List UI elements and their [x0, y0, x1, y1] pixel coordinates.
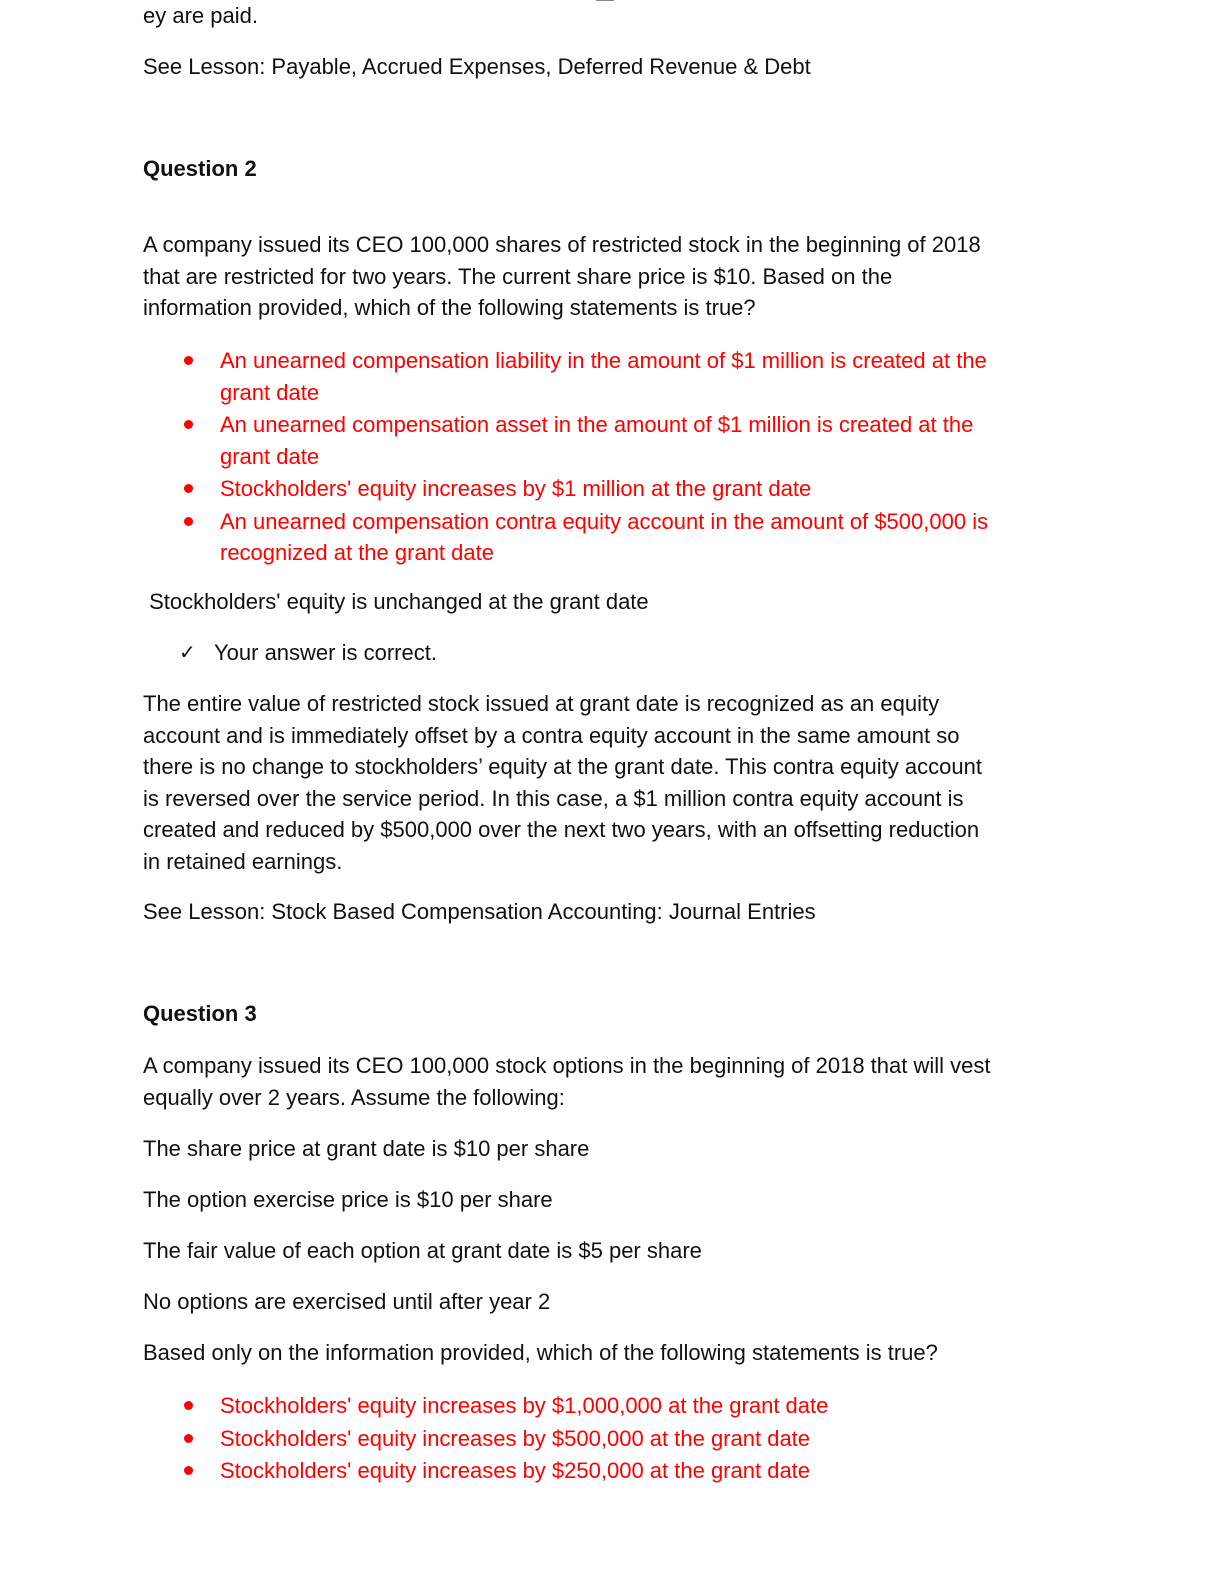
page-top-mark [596, 0, 614, 3]
bullet-icon [184, 484, 193, 493]
answer-option[interactable] [143, 1423, 1083, 1455]
bullet-icon [184, 420, 193, 429]
question-3-options [143, 1390, 1083, 1487]
selected-answer: Stockholders' equity is unchanged at the grant date [143, 589, 649, 614]
explanation-line: there is no change to stockholders’ equity at the grant date. This contra equity account [143, 754, 982, 779]
question-3-heading: Question 3 [143, 1001, 257, 1026]
explanation-line: in retained earnings. [143, 848, 343, 874]
prompt-line: equally over 2 years. Assume the following: [143, 1084, 565, 1110]
bullet-icon [184, 1434, 193, 1443]
question-2-prompt [143, 229, 1083, 324]
fact-line: The share price at grant date is $10 per share [143, 1136, 590, 1161]
option-line: Stockholders' equity increases by $500,000 at the grant date [220, 1425, 811, 1451]
prompt-line: information provided, which of the following statements is true? [143, 295, 756, 320]
question-2-heading: Question 2 [143, 156, 257, 181]
option-line: Stockholders' equity increases by $1 million at the grant date [220, 476, 812, 501]
checkmark-icon: ✓ [179, 640, 196, 664]
q1-lesson-link[interactable]: See Lesson: Payable, Accrued Expenses, Deferred Revenue & Debt [143, 54, 811, 79]
option-line: An unearned compensation liability in the amount of $1 million is created at the [220, 348, 987, 373]
explanation-line: account and is immediately offset by a contra equity account in the same amount so [143, 722, 960, 748]
explanation-line: The entire value of restricted stock issued at grant date is recognized as an equity [143, 691, 940, 716]
bullet-icon [184, 356, 193, 365]
bullet-icon [184, 1466, 193, 1475]
question-3-prompt [143, 1050, 1083, 1113]
fact-line: No options are exercised until after year 2 [143, 1289, 551, 1314]
option-line: Stockholders' equity increases by $250,000 at the grant date [220, 1458, 811, 1483]
option-line: An unearned compensation contra equity account in the amount of $500,000 is [220, 508, 989, 534]
answer-feedback [143, 637, 1114, 669]
prompt-line: A company issued its CEO 100,000 stock options in the beginning of 2018 that will vest [143, 1053, 991, 1078]
bullet-icon [184, 517, 193, 526]
fact-line: The fair value of each option at grant date is $5 per share [143, 1238, 702, 1263]
option-line: An unearned compensation asset in the amount of $1 million is created at the [220, 412, 974, 437]
answer-option[interactable] [143, 506, 1083, 569]
previous-answer-fragment: ey are paid. [143, 3, 258, 28]
feedback-text: Your answer is correct. [214, 640, 437, 665]
answer-option[interactable] [143, 409, 1083, 472]
answer-option[interactable] [143, 1390, 1083, 1422]
answer-option[interactable] [143, 345, 1083, 408]
explanation-line: created and reduced by $500,000 over the next two years, with an offsetting reduction [143, 817, 980, 842]
option-line: Stockholders' equity increases by $1,000,000 at the grant date [220, 1393, 829, 1418]
q2-lesson-link[interactable]: See Lesson: Stock Based Compensation Accounting: Journal Entries [143, 899, 816, 924]
fact-line: The option exercise price is $10 per share [143, 1187, 553, 1212]
option-line: recognized at the grant date [220, 540, 494, 565]
option-line: grant date [220, 379, 320, 405]
option-line: grant date [220, 443, 320, 469]
bullet-icon [184, 1401, 193, 1410]
question-2-options [143, 345, 1083, 569]
explanation-line: is reversed over the service period. In this case, a $1 million contra equity account is [143, 785, 964, 811]
question-2-explanation [143, 688, 1083, 877]
prompt-line: that are restricted for two years. The current share price is $10. Based on the [143, 263, 893, 289]
question-3-ask: Based only on the information provided, which of the following statements is true? [143, 1340, 938, 1365]
answer-option[interactable] [143, 1455, 1083, 1487]
answer-option[interactable] [143, 473, 1083, 505]
prompt-line: A company issued its CEO 100,000 shares of restricted stock in the beginning of 2018 [143, 232, 981, 257]
